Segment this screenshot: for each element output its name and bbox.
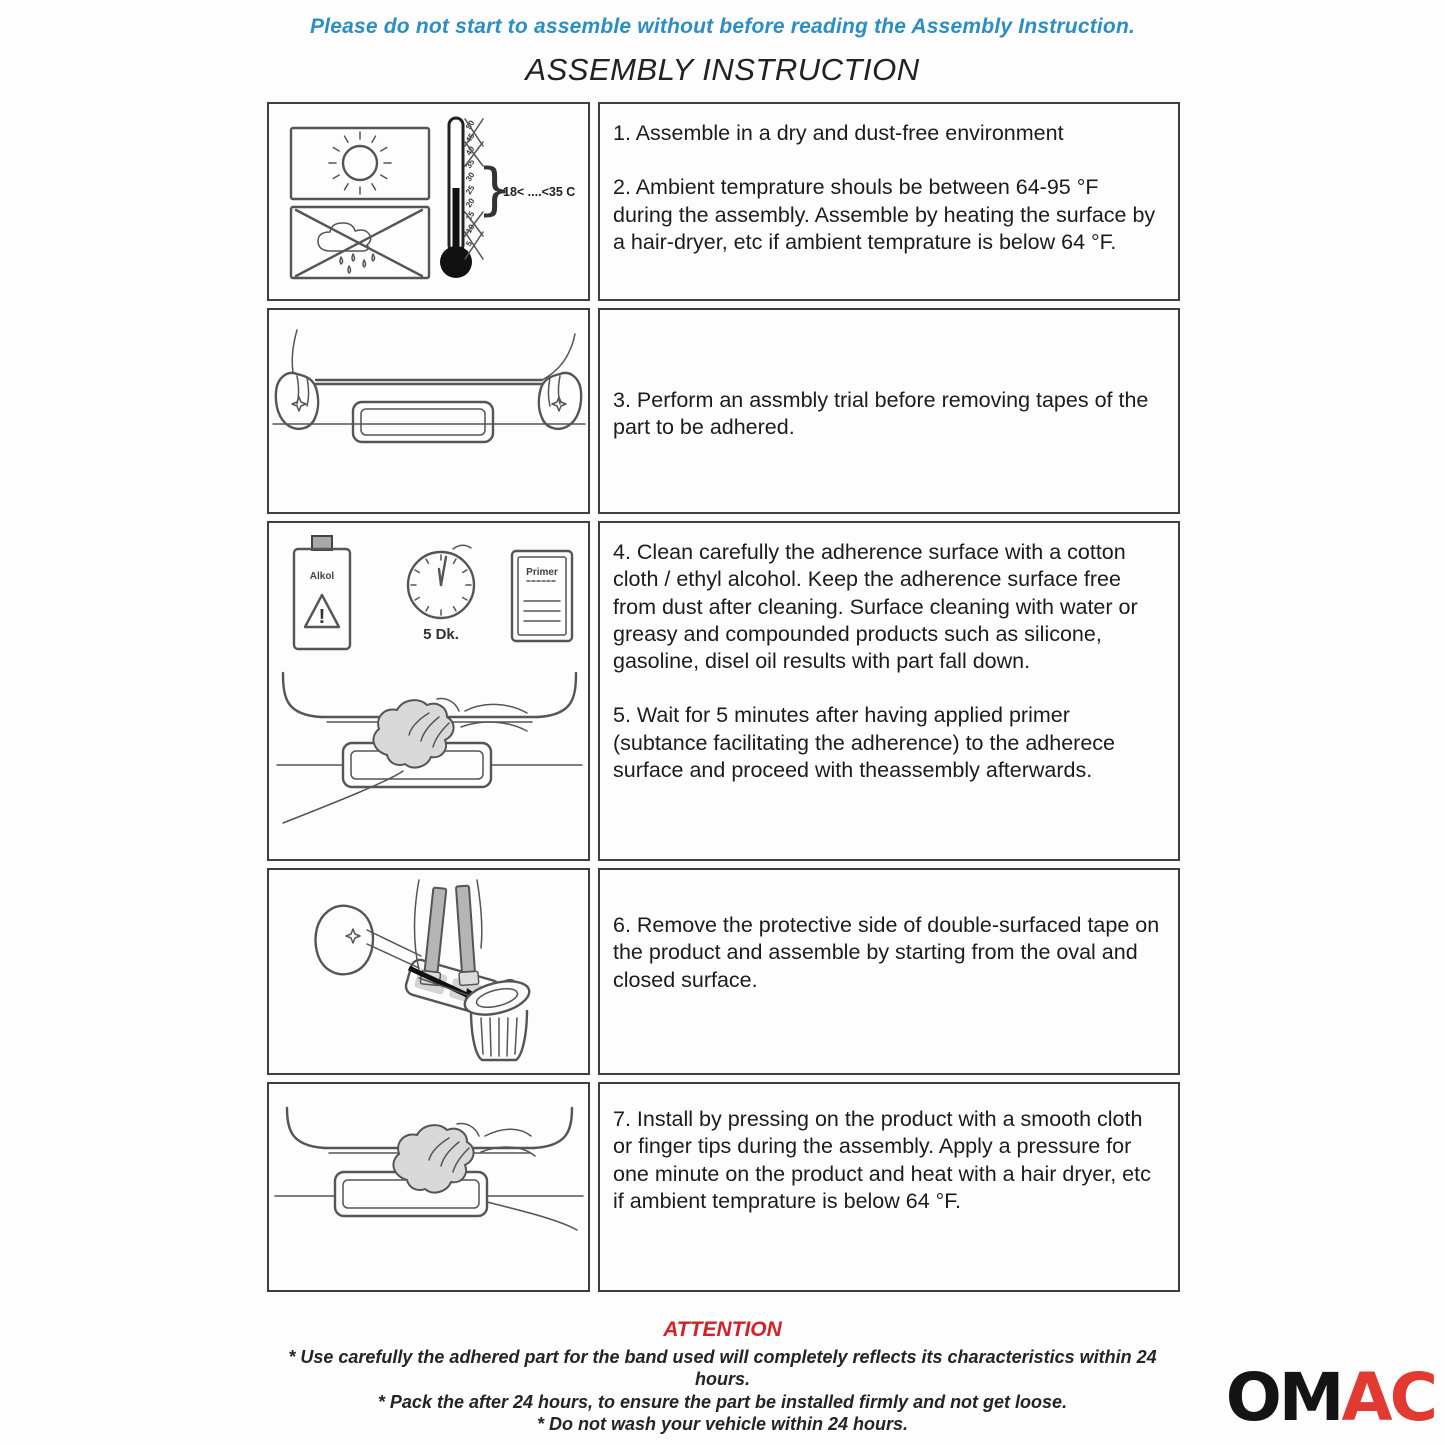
attention-note-2: * Pack the after 24 hours, to ensure the part be installed firmly and not get loose. [377,1391,1068,1412]
pressing-hand-illustration [393,1124,535,1193]
trim-band [292,330,575,384]
step-text-2 [598,308,1180,514]
instruction-table [267,102,1180,1299]
illustration-assembly-trial [267,308,590,514]
instruction-3: 3. Perform an assmbly trial before removing tapes of the part to be adhered. [613,387,1149,439]
pulling-hand-icon [316,906,422,975]
step-text-1 [598,102,1180,301]
illustration-tape-removal [267,868,590,1075]
thermometer-tick: 5 [464,239,475,249]
illustration-cleaning-primer [267,521,590,861]
thermometer-brace: } [477,157,513,222]
omac-logo-black-letters: OM [1225,1359,1342,1436]
attention-notes [283,1346,1163,1435]
instruction-2: 2. Ambient temprature shouls be between 64-95 °F during the assembly. Assemble by heating the surface by a hair-dryer, etc if ambient temprature is below 64 °F. [613,175,1156,254]
primer-label: Primer [526,567,558,578]
instruction-5: 5. Wait for 5 minutes after having applied primer (subtance facilitating the adherence) to the adherece surface and proceed with theassembly afterwards. [613,703,1115,783]
omac-logo [1225,1359,1435,1436]
warning-triangle-icon [305,595,339,628]
step-row-3 [267,521,1180,861]
clock-icon [408,545,474,643]
left-hand-icon [276,373,318,429]
primer-card-icon [512,551,572,641]
thermometer-tick: 35 [464,157,477,171]
illustration-press-install [267,1082,590,1292]
thermometer-tick: 20 [464,196,477,210]
step-text-4 [598,868,1180,1075]
thermometer-tick: 15 [464,209,477,223]
attention-note-3: * Do not wash your vehicle within 24 hours. [536,1413,909,1434]
protective-tape-strips [420,885,479,985]
step-row-1 [267,102,1180,301]
warning-banner: Please do not start to assemble without before reading the Assembly Instruction. [309,15,1136,38]
thermometer-tick: 10 [464,222,477,236]
step-row-5 [267,1082,1180,1292]
omac-logo-red-letters: AC [1341,1359,1435,1436]
attention-title: ATTENTION [663,1318,782,1341]
step-text-5 [598,1082,1180,1292]
alcohol-label: Alkol [309,571,335,582]
attention-note-1: * Use carefully the adhered part for the band used will completely reflects its characteristics within 24 hours. [288,1347,1157,1390]
alcohol-bottle-icon [294,536,350,649]
thermometer-icon [440,118,575,278]
warning-exclamation: ! [318,606,326,628]
clock-caption: 5 Dk. [423,626,459,643]
instruction-1: 1. Assemble in a dry and dust-free environment [613,121,1064,145]
sun-icon [291,128,429,199]
thermometer-tick: 25 [464,183,477,197]
step-row-2 [267,308,1180,514]
thermometer-tick: 30 [464,170,477,184]
thermometer-tick: 45 [464,131,477,145]
wiping-hand-illustration [277,673,582,823]
step-row-4 [267,868,1180,1075]
thermometer-tick: 50 [464,118,477,132]
illustration-climate-temperature [267,102,590,301]
instruction-4: 4. Clean carefully the adherence surface with a cotton cloth / ethyl alcohol. Keep the adherence surface free from dust after cleaning. Surface cleaning with water or greasy and compounded products such as silicone, gasoline, disel oil results with part fall down. [613,540,1138,674]
page-title: ASSEMBLY INSTRUCTION [525,52,920,87]
right-hand-icon [539,373,581,429]
instruction-6: 6. Remove the protective side of double-surfaced tape on the product and assemble by starting from the oval and closed surface. [613,913,1160,992]
temperature-range-label: 18< ....<35 C [503,185,576,199]
step-text-3 [598,521,1180,861]
instruction-7: 7. Install by pressing on the product with a smooth cloth or finger tips during the assembly. Apply a pressure for one minute on the product and heat with a hair dryer, etc if ambient temprature is below 64 °F. [613,1107,1151,1213]
no-rain-icon [291,207,429,278]
thermometer-tick: 40 [464,144,477,158]
